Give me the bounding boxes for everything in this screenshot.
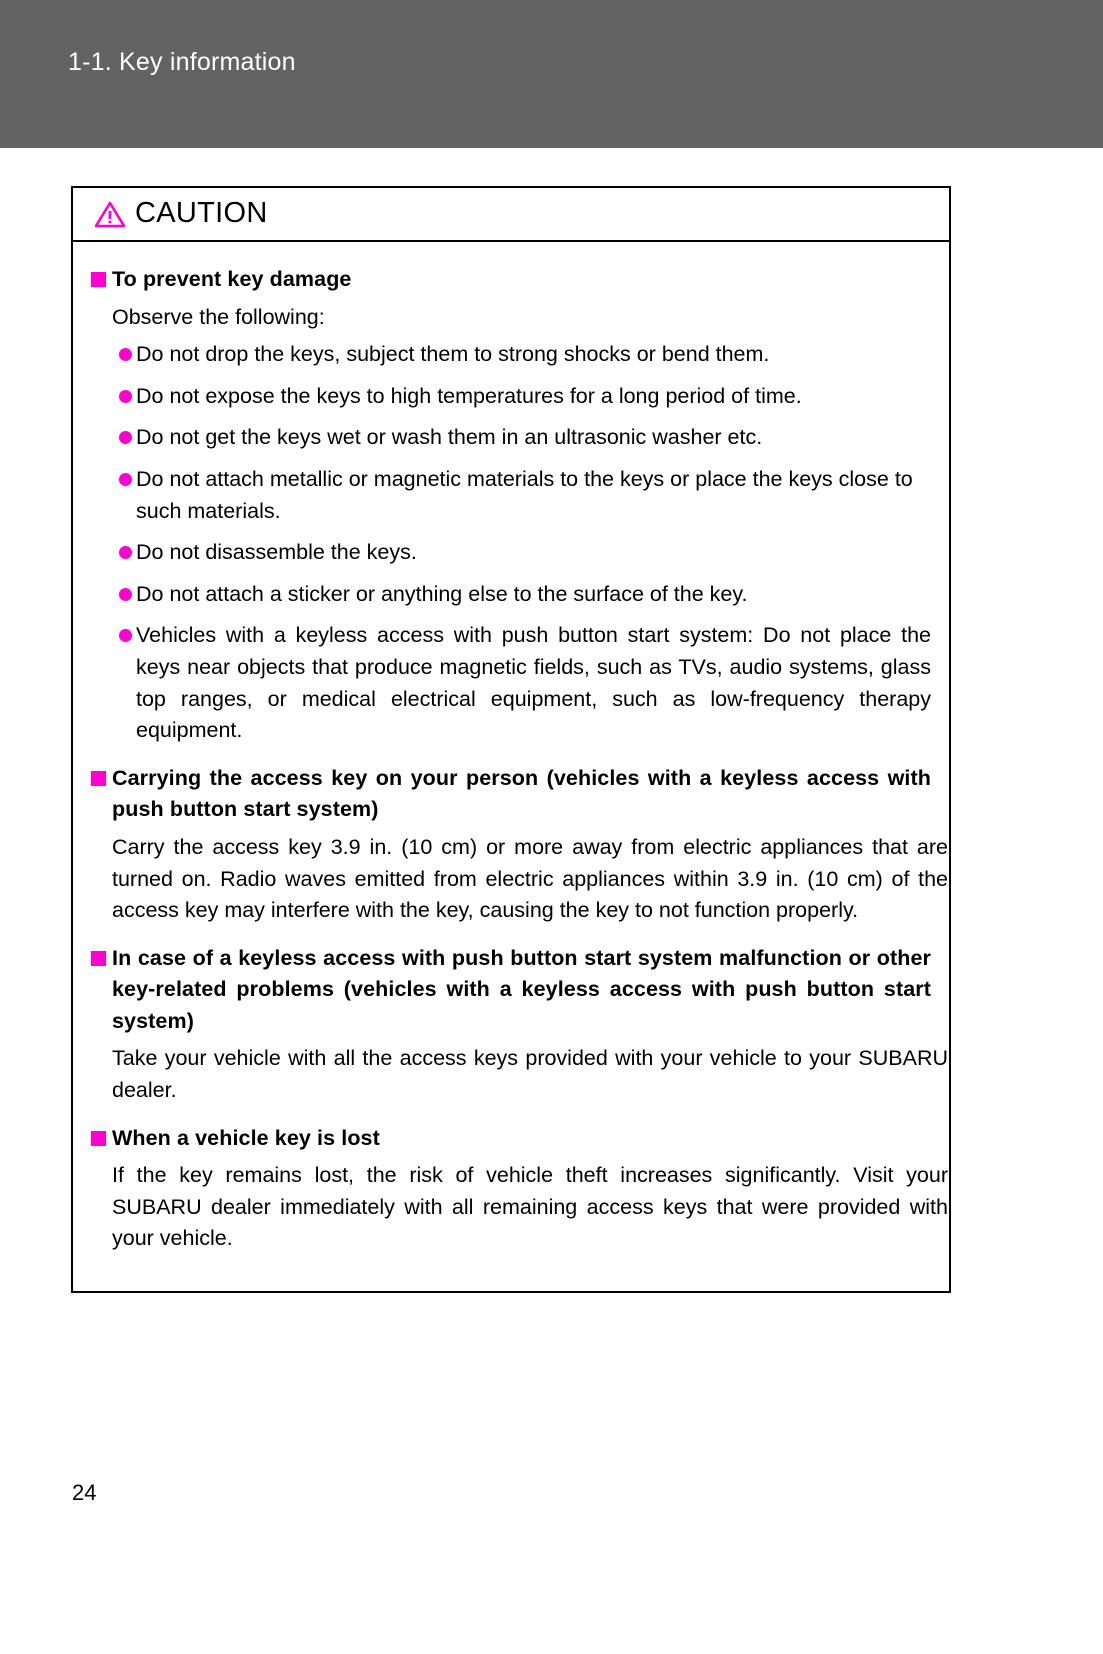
list-item <box>91 620 931 746</box>
section-heading-text: When a vehicle key is lost <box>112 1125 380 1150</box>
section-intro-text: Observe the following: <box>112 304 325 329</box>
pink-square-bullet-icon <box>91 1131 106 1146</box>
page-number: 24 <box>72 1480 97 1505</box>
pink-square-bullet-icon <box>91 771 106 786</box>
section-heading <box>91 264 931 296</box>
section-heading-text: Carrying the access key on your person (vehicles with a keyless access with push button start system) <box>112 765 931 822</box>
pink-square-bullet-icon <box>91 951 106 966</box>
list-item <box>91 422 931 454</box>
section-body-text: If the key remains lost, the risk of vehicle theft increases significantly. Visit your SUBARU dealer immediately with all remaining access keys that were provided with your vehicle. <box>112 1163 948 1251</box>
caution-body <box>73 242 949 1291</box>
list-item-text: Vehicles with a keyless access with push button start system: Do not place the keys near objects that produce magnetic fields, such as TVs, audio systems, glass top ranges, or medical electrical equipment, such as low-frequency therapy equipment. <box>136 623 931 743</box>
pink-dot-bullet-icon <box>119 473 132 486</box>
section-heading <box>91 943 931 1038</box>
pink-square-bullet-icon <box>91 272 106 287</box>
pink-dot-bullet-icon <box>119 546 132 559</box>
pink-dot-bullet-icon <box>119 629 132 642</box>
warning-triangle-icon <box>95 201 125 228</box>
list-item <box>91 537 931 569</box>
pink-dot-bullet-icon <box>119 348 132 361</box>
pink-dot-bullet-icon <box>119 588 132 601</box>
breadcrumb: 1-1. Key information <box>68 48 296 76</box>
list-item <box>91 381 931 413</box>
bullet-list <box>91 339 931 747</box>
list-item-text: Do not expose the keys to high temperatures for a long period of time. <box>136 383 802 408</box>
list-item-text: Do not drop the keys, subject them to strong shocks or bend them. <box>136 342 770 367</box>
caution-header <box>73 188 949 242</box>
list-item-text: Do not get the keys wet or wash them in an ultrasonic washer etc. <box>136 425 763 450</box>
caution-label: CAUTION <box>135 197 268 229</box>
list-item-text: Do not disassemble the keys. <box>136 540 417 565</box>
pink-dot-bullet-icon <box>119 431 132 444</box>
section-heading <box>91 1123 931 1155</box>
section-heading-text: To prevent key damage <box>112 267 352 291</box>
section-heading <box>91 763 931 826</box>
list-item <box>91 464 931 527</box>
list-item-text: Do not attach metallic or magnetic materials to the keys or place the keys close to such materials. <box>136 466 913 523</box>
list-item <box>91 339 931 371</box>
pink-dot-bullet-icon <box>119 390 132 403</box>
section-body-text: Take your vehicle with all the access keys provided with your vehicle to your SUBARU dealer. <box>112 1046 948 1103</box>
caution-box <box>71 186 951 1293</box>
list-item <box>91 579 931 611</box>
section-body-text: Carry the access key 3.9 in. (10 cm) or more away from electric appliances that are turned on. Radio waves emitted from electric appliances within 3.9 in. (10 cm) of the access key may interfere with the key, causing the key to not function properly. <box>112 834 948 923</box>
section-heading-text: In case of a keyless access with push button start system malfunction or other key-related problems (vehicles with a keyless access with push button start system) <box>112 945 931 1033</box>
page-header-band <box>0 0 1103 148</box>
list-item-text: Do not attach a sticker or anything else to the surface of the key. <box>136 581 748 606</box>
